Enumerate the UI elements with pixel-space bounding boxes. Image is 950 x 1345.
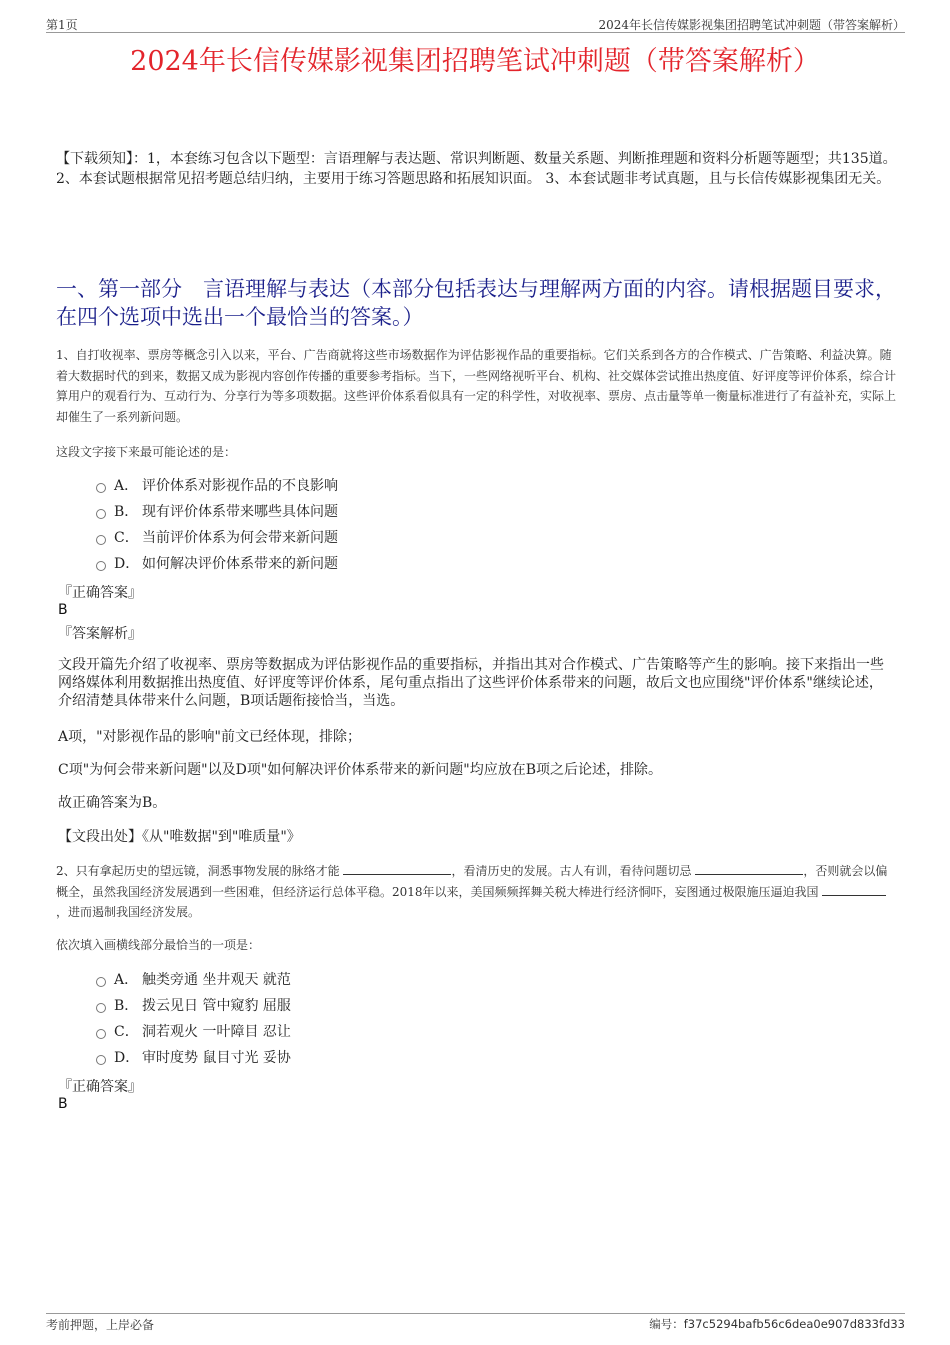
option-text: 现有评价体系带来哪些具体问题 (142, 504, 338, 520)
q2-option-b[interactable] (96, 993, 291, 1019)
q2-passage-part-2: ，看清历史的发展。古人有训，看待问题切忌 (451, 864, 692, 878)
fill-blank-3 (822, 883, 886, 896)
option-text: 洞若观火 一叶障目 忍让 (142, 1024, 291, 1040)
page-title: 2024年长信传媒影视集团招聘笔试冲刺题（带答案解析） (130, 46, 820, 77)
q1-options (96, 473, 338, 577)
q2-options (96, 967, 291, 1071)
radio-icon[interactable] (96, 1055, 106, 1065)
radio-icon[interactable] (96, 483, 106, 493)
option-text: 触类旁通 坐井观天 就范 (142, 972, 291, 988)
option-key: B． (114, 998, 139, 1014)
q1-analysis-para-2: A项，"对影视作品的影响"前文已经体现，排除； (58, 729, 361, 745)
q1-option-d[interactable] (96, 551, 338, 577)
option-key: C． (114, 530, 139, 546)
option-key: A． (114, 478, 139, 494)
section-title: 一、第一部分 言语理解与表达（本部分包括表达与理解两方面的内容。请根据题目要求，在四个选项中选出一个最恰当的答案。） (56, 277, 896, 329)
q1-analysis-para-3: C项"为何会带来新问题"以及D项"如何解决评价体系带来的新问题"均应放在B项之后论述，排除。 (58, 762, 662, 778)
footer-code-value: f37c5294bafb56c6dea0e907d833fd33 (683, 1317, 905, 1331)
radio-icon[interactable] (96, 1003, 106, 1013)
q2-passage-part-4: ，进而遏制我国经济发展。 (56, 905, 201, 919)
q2-passage-part-1: 2、只有拿起历史的望远镜，洞悉事物发展的脉络才能 (56, 864, 340, 878)
q1-analysis-para-4: 故正确答案为B。 (58, 795, 167, 811)
radio-icon[interactable] (96, 977, 106, 987)
option-key: A． (114, 972, 139, 988)
q2-passage-part-3: ，否则就会以偏概全，虽然我国经济发展遇到一些困难，但经济运行总体平稳。2018年以来，美国频频挥舞关税大棒进行经济恫吓，妄图通过极限施压逼迫我国 (56, 864, 888, 899)
q1-source: 【文段出处】《从"唯数据"到"唯质量"》 (58, 829, 301, 845)
q1-prompt: 这段文字接下来最可能论述的是： (56, 445, 237, 459)
fill-blank-1 (343, 862, 451, 875)
fill-blank-2 (695, 862, 803, 875)
option-text: 拨云见日 管中窥豹 屈服 (142, 998, 291, 1014)
option-key: D． (114, 1050, 140, 1066)
q2-option-d[interactable] (96, 1045, 291, 1071)
radio-icon[interactable] (96, 509, 106, 519)
q2-option-a[interactable] (96, 967, 291, 993)
q1-passage: 1、自打收视率、票房等概念引入以来，平台、广告商就将这些市场数据作为评估影视作品的重要指标。它们关系到各方的合作模式、广告策略、利益决算。随着大数据时代的到来，数据又成为影视内容创作传播的重要参考指标。当下，一些网络视听平台、机构、社交媒体尝试推出热度值、好评度等评价体系，综合计算用户的观看行为、互动行为、分享行为等多项数据。这些评价体系看似具有一定的科学性，对收视率、票房、点击量等单一衡量标准进行了有益补充，实际上却催生了一系列新问题。 (56, 348, 897, 424)
q1-option-c[interactable] (96, 525, 338, 551)
q2-passage (56, 861, 896, 923)
option-key: B． (114, 504, 139, 520)
page-footer (46, 1313, 905, 1334)
q2-answer: B (58, 1096, 68, 1112)
page-header (46, 14, 905, 33)
radio-icon[interactable] (96, 561, 106, 571)
option-key: D． (114, 556, 140, 572)
option-text: 评价体系对影视作品的不良影响 (142, 478, 338, 494)
q2-option-c[interactable] (96, 1019, 291, 1045)
q1-answer-tag: 『正确答案』 (58, 585, 142, 601)
q1-option-a[interactable] (96, 473, 338, 499)
page-number: 第1页 (46, 18, 78, 32)
option-key: C． (114, 1024, 139, 1040)
footer-slogan: 考前押题，上岸必备 (46, 1318, 155, 1332)
radio-icon[interactable] (96, 1029, 106, 1039)
radio-icon[interactable] (96, 535, 106, 545)
q1-answer: B (58, 602, 68, 618)
option-text: 当前评价体系为何会带来新问题 (142, 530, 338, 546)
q2-answer-tag: 『正确答案』 (58, 1079, 142, 1095)
q2-prompt: 依次填入画横线部分最恰当的一项是： (56, 938, 261, 952)
download-notice: 【下载须知】：1，本套练习包含以下题型：言语理解与表达题、常识判断题、数量关系题、判断推理题和资料分析题等题型；共135道。 2、本套试题根据常见招考题总结归纳，主要用于练习答题思路和拓展知识面。 3、本套试题非考试真题，且与长信传媒影视集团无关。 (56, 151, 897, 187)
q1-option-b[interactable] (96, 499, 338, 525)
footer-code (649, 1316, 905, 1332)
option-text: 如何解决评价体系带来的新问题 (142, 556, 338, 572)
footer-code-label: 编号： (649, 1317, 684, 1331)
header-doc-title: 2024年长信传媒影视集团招聘笔试冲刺题（带答案解析） (598, 18, 905, 32)
q1-analysis-para-1: 文段开篇先介绍了收视率、票房等数据成为评估影视作品的重要指标，并指出其对合作模式、广告策略等产生的影响。接下来指出一些网络媒体利用数据推出热度值、好评度等评价体系，尾句重点指出了这些评价体系带来的问题，故后文也应围绕"评价体系"继续论述，介绍清楚具体带来什么问题，B项话题衔接恰当，当选。 (58, 657, 884, 709)
option-text: 审时度势 鼠目寸光 妥协 (142, 1050, 291, 1066)
q1-analysis-tag: 『答案解析』 (58, 626, 142, 642)
